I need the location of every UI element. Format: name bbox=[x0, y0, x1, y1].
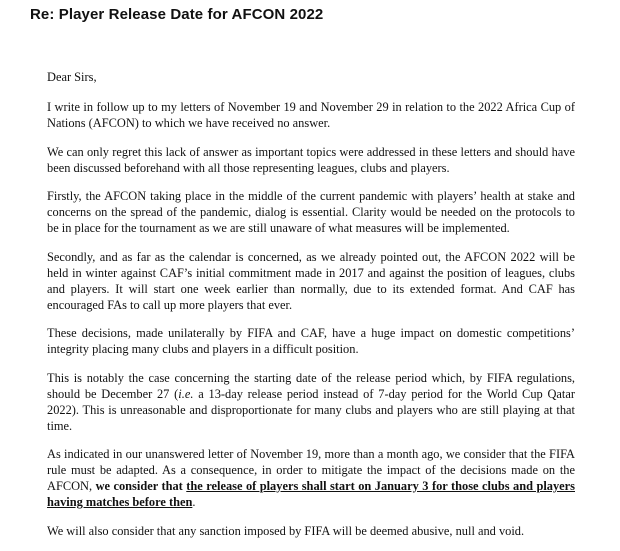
paragraph-decisions-impact: These decisions, made unilaterally by FIFA and CAF, have a huge impact on domestic competitions’ integrity placing many clubs and players in a difficult position. bbox=[47, 326, 575, 356]
paragraph-regret: We can only regret this lack of answer as important topics were addressed in these letters and should have been discussed beforehand with all those representing leagues, clubs and players. bbox=[47, 144, 575, 175]
salutation: Dear Sirs, bbox=[47, 70, 97, 84]
release-period-text-end: a 13-day release period instead of 7-day period for the World Cup Qatar 2022). This is unreasonable and disproportionate for many clubs and players who are still playing at that time. bbox=[47, 386, 575, 433]
release-period-text-start: This is notably the case concerning the starting date of the release period which, by FIFA regulations, should be December 27 ( bbox=[47, 370, 575, 401]
paragraph-release-period bbox=[47, 370, 575, 434]
paragraph-pandemic: Firstly, the AFCON taking place in the middle of the current pandemic with players’ health at stake and concerns on the spread of the pandemic, dialog is essential. Clarity would be needed on the protocols to be in place for the tournament as we are still unaware of what measures will be implemented. bbox=[47, 189, 575, 235]
proposal-end-punctuation: . bbox=[192, 495, 196, 509]
letter-subject: Re: Player Release Date for AFCON 2022 bbox=[30, 6, 324, 23]
proposal-release-date-statement: the release of players shall start on January 3 for those clubs and players having matches before then bbox=[47, 479, 575, 509]
paragraph-proposal bbox=[47, 446, 575, 510]
ie-abbreviation: i.e. bbox=[178, 386, 194, 401]
proposal-text: As indicated in our unanswered letter of November 19, more than a month ago, we consider that the FIFA rule must be adapted. As a consequence, in order to mitigate the impact of the decisions made on the AFCON, bbox=[47, 447, 575, 493]
paragraph-follow-up: I write in follow up to my letters of November 19 and November 29 in relation to the 2022 Africa Cup of Nations (AFCON) to which we have received no answer. bbox=[47, 100, 575, 130]
paragraph-calendar: Secondly, and as far as the calendar is concerned, as we already pointed out, the AFCON 2022 will be held in winter against CAF’s initial commitment made in 2017 and against the position of leagues, clubs and players. It will start one week earlier than normally, due to its extended format. And CAF has encouraged FAs to call up more players that ever. bbox=[47, 249, 575, 312]
proposal-bold-lead: we consider that bbox=[95, 479, 187, 493]
letter-body bbox=[47, 69, 575, 551]
paragraph-sanctions: We will also consider that any sanction imposed by FIFA will be deemed abusive, null and void. bbox=[47, 523, 525, 538]
